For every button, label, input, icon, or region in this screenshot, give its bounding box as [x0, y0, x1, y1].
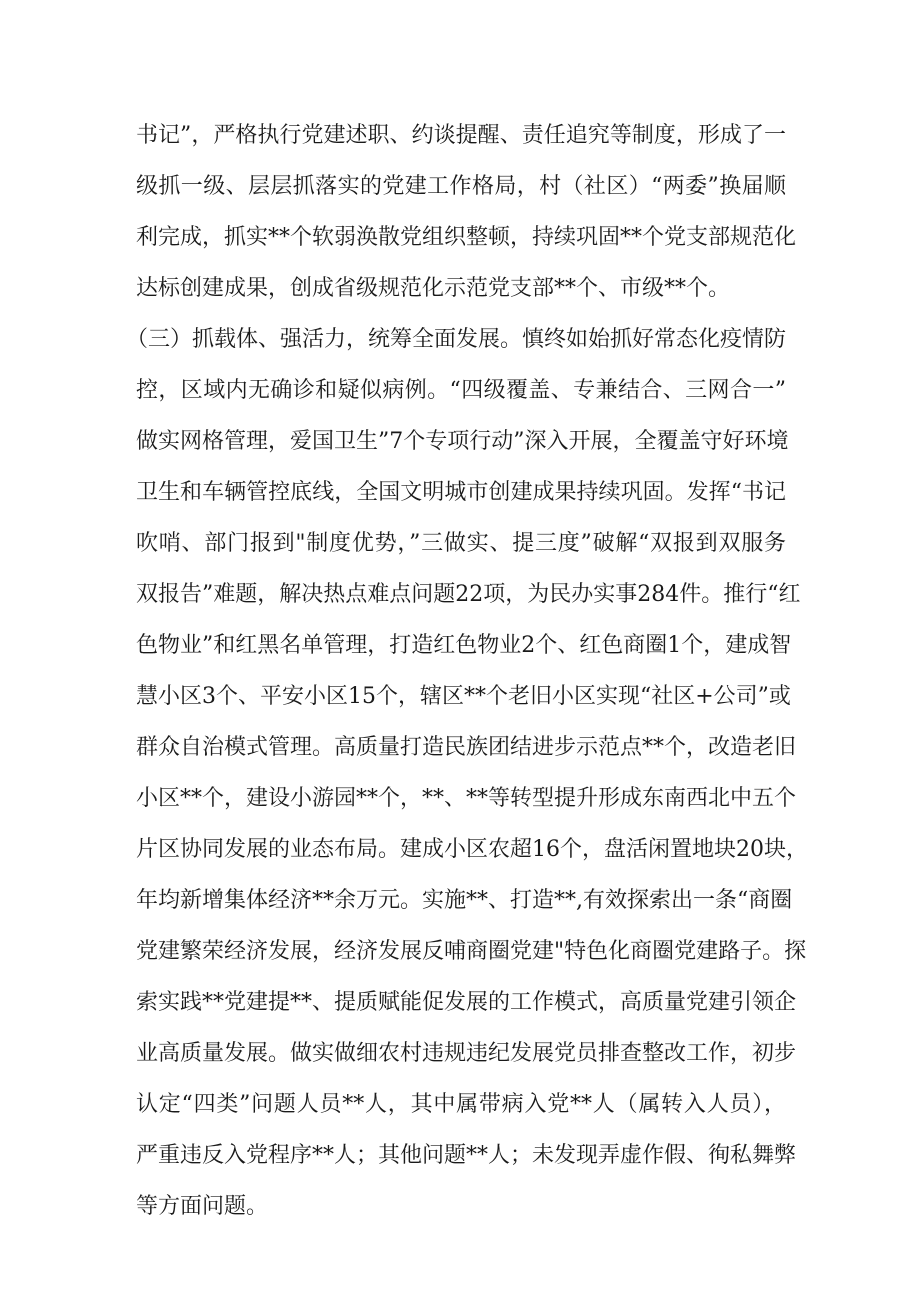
text-line: 吹哨、部门报到"制度优势，”三做实、提三度”破解“双报到双服务	[136, 531, 786, 556]
text-line: 等方面问题。	[136, 1194, 269, 1219]
text-line: 双报告”难题，解决热点难点问题22项，为民办实事284件。推行“红	[136, 582, 801, 607]
text-line: 卫生和车辆管控底线，全国文明城市创建成果持续巩固。发挥“书记	[136, 480, 786, 505]
text-line: 慧小区3个、平安小区15个，辖区**个老旧小区实现“社区+公司”或	[136, 684, 791, 709]
text-line: 索实践**党建提**、提质赋能促发展的工作模式，高质量党建引领企	[136, 990, 797, 1015]
text-line: 群众自治模式管理。高质量打造民族团结进步示范点**个，改造老旧	[136, 735, 797, 760]
section-heading-line: （三）抓载体、强活力，统筹全面发展。慎终如始抓好常态化疫情防	[126, 327, 787, 352]
text-line: 认定“四类”问题人员**人，其中属带病入党**人（属转入人员），	[136, 1092, 786, 1117]
text-line: 党建繁荣经济发展，经济发展反哺商圈党建"特色化商圈党建路子。探	[136, 939, 807, 964]
text-line: 严重违反入党程序**人；其他问题**人；未发现弄虚作假、徇私舞弊	[136, 1143, 797, 1168]
text-line: 级抓一级、层层抓落实的党建工作格局，村（社区）“两委”换届顺	[136, 174, 786, 199]
text-line: 色物业”和红黑名单管理，打造红色物业2个、红色商圈1个，建成智	[136, 633, 792, 658]
text-line: 达标创建成果，创成省级规范化示范党支部**个、市级**个。	[136, 276, 731, 301]
text-line: 片区协同发展的业态布局。建成小区农超16个，盘活闲置地块20块，	[136, 837, 808, 862]
text-line: 书记”，严格执行党建述职、约谈提醒、责任追究等制度，形成了一	[136, 123, 786, 148]
text-line: 做实网格管理，爱国卫生”7个专项行动”深入开展，全覆盖守好环境	[136, 429, 789, 454]
text-line: 年均新增集体经济**余万元。实施**、打造**,有效探索出一条“商圈	[136, 888, 793, 913]
text-line: 控，区域内无确诊和疑似病例。“四级覆盖、专兼结合、三网合一”	[136, 378, 786, 403]
text-line: 小区**个，建设小游园**个，**、**等转型提升形成东南西北中五个	[136, 786, 797, 811]
text-line: 利完成，抓实**个软弱涣散党组织整顿，持续巩固**个党支部规范化	[136, 225, 797, 250]
text-line: 业高质量发展。做实做细农村违规违纪发展党员排查整改工作，初步	[136, 1041, 797, 1066]
